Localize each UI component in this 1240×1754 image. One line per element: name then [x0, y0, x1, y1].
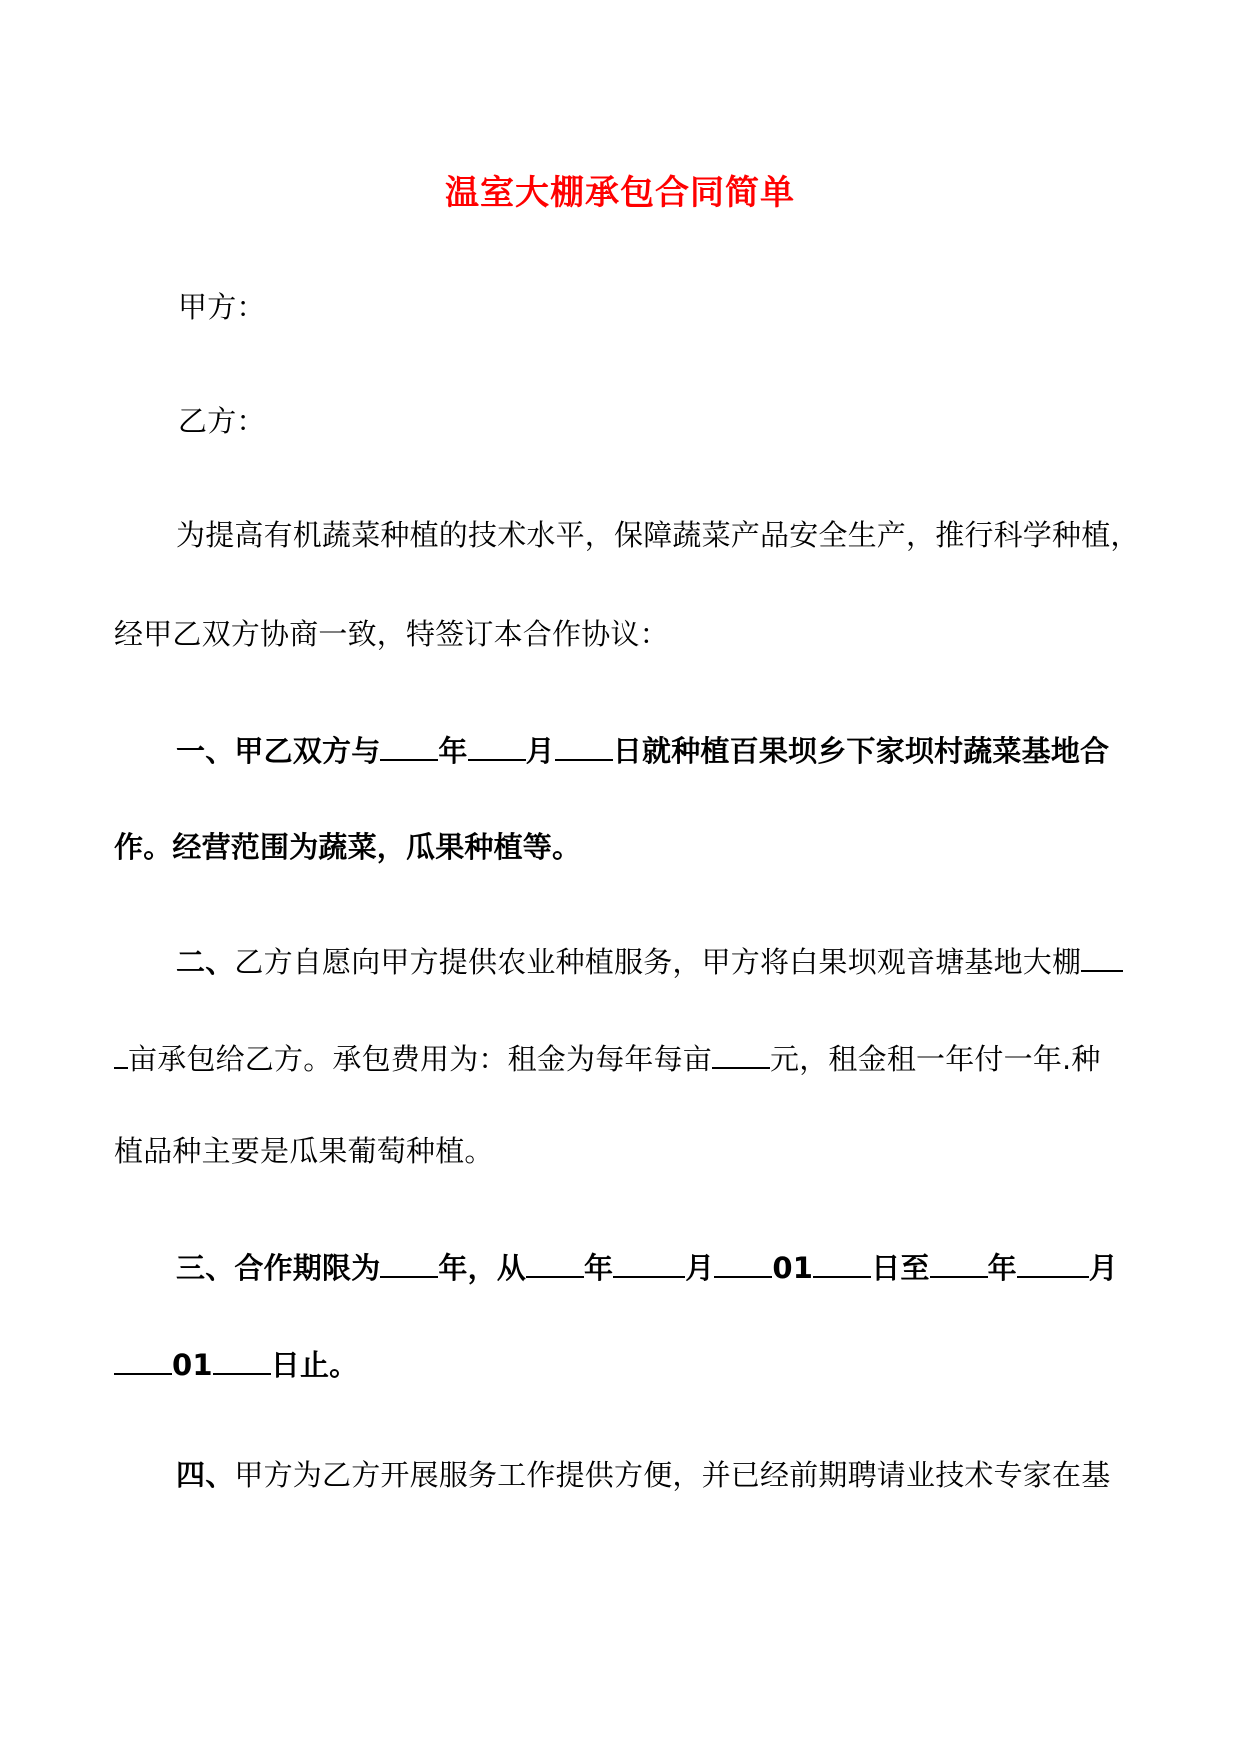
- blank-start-month: [613, 1244, 685, 1278]
- clause-2-text-1: 乙方自愿向甲方提供农业种植服务，甲方将白果坝观音塘基地大棚: [234, 945, 1082, 979]
- end-year-unit: 年: [987, 1251, 1017, 1285]
- start-day-value: 01: [772, 1251, 814, 1285]
- clause-4-text-1: 甲方为乙方开展服务工作提供方便，并已经前期聘请业技术专家在基: [234, 1458, 1111, 1492]
- clause-1-intro: 一、甲乙双方与: [176, 734, 381, 768]
- blank-rent: [712, 1035, 770, 1069]
- blank-start-day-post: [813, 1244, 871, 1278]
- clause-1-rest: 日就种植百果坝乡下家坝村蔬菜基地合: [612, 734, 1110, 768]
- clause-3-to: 日至: [871, 1251, 930, 1285]
- blank-end-day-pre: [114, 1341, 172, 1375]
- blank-year: [380, 727, 438, 761]
- clause-4-line-1: [176, 1455, 1110, 1495]
- blank-month: [468, 727, 526, 761]
- intro-line-2: 经甲乙双方协商一致，特签订本合作协议：: [114, 617, 669, 651]
- clause-3-intro: 三、合作期限为: [176, 1251, 381, 1285]
- clause-1-line-1: [176, 727, 1109, 771]
- document-title: 温室大棚承包合同简单: [445, 173, 795, 213]
- clause-4-number: 四、: [176, 1458, 235, 1492]
- end-month-unit: 月: [1088, 1251, 1118, 1285]
- blank-end-day-post: [213, 1341, 271, 1375]
- blank-start-year: [526, 1244, 584, 1278]
- clause-2-line-2: [114, 1035, 1101, 1079]
- intro-line-1: 为提高有机蔬菜种植的技术水平，保障蔬菜产品安全生产，推行科学种植，: [176, 518, 1140, 552]
- clause-3-end: 日止。: [270, 1348, 359, 1382]
- clause-2-text-2a: 亩承包给乙方。承包费用为：租金为每年每亩: [128, 1042, 713, 1076]
- clause-3-line-1: [176, 1244, 1118, 1288]
- blank-start-day-pre: [714, 1244, 772, 1278]
- party-b-label: 乙方：: [178, 404, 266, 438]
- month-unit: 月: [525, 734, 555, 768]
- blank-years: [380, 1244, 438, 1278]
- clause-2-line-3: 植品种主要是瓜果葡萄种植。: [114, 1134, 494, 1168]
- party-a-label: 甲方：: [178, 290, 266, 324]
- start-month-unit: 月: [685, 1251, 715, 1285]
- clause-2-line-1: [176, 938, 1123, 982]
- blank-day: [555, 727, 613, 761]
- start-year-unit: 年: [584, 1251, 614, 1285]
- clause-2-number: 二、: [176, 945, 235, 979]
- clause-2-text-2b: 元，租金租一年付一年.种: [770, 1042, 1101, 1076]
- blank-area: [1081, 938, 1123, 972]
- year-unit: 年: [438, 734, 468, 768]
- end-day-value: 01: [172, 1348, 213, 1382]
- clause-3-year-count: 年，从: [438, 1251, 527, 1285]
- blank-end-month: [1017, 1244, 1089, 1278]
- clause-1-line-2: 作。经营范围为蔬菜，瓜果种植等。: [114, 830, 582, 864]
- blank-area-cont: [114, 1035, 128, 1069]
- blank-end-year: [930, 1244, 988, 1278]
- clause-3-line-2: [114, 1341, 358, 1385]
